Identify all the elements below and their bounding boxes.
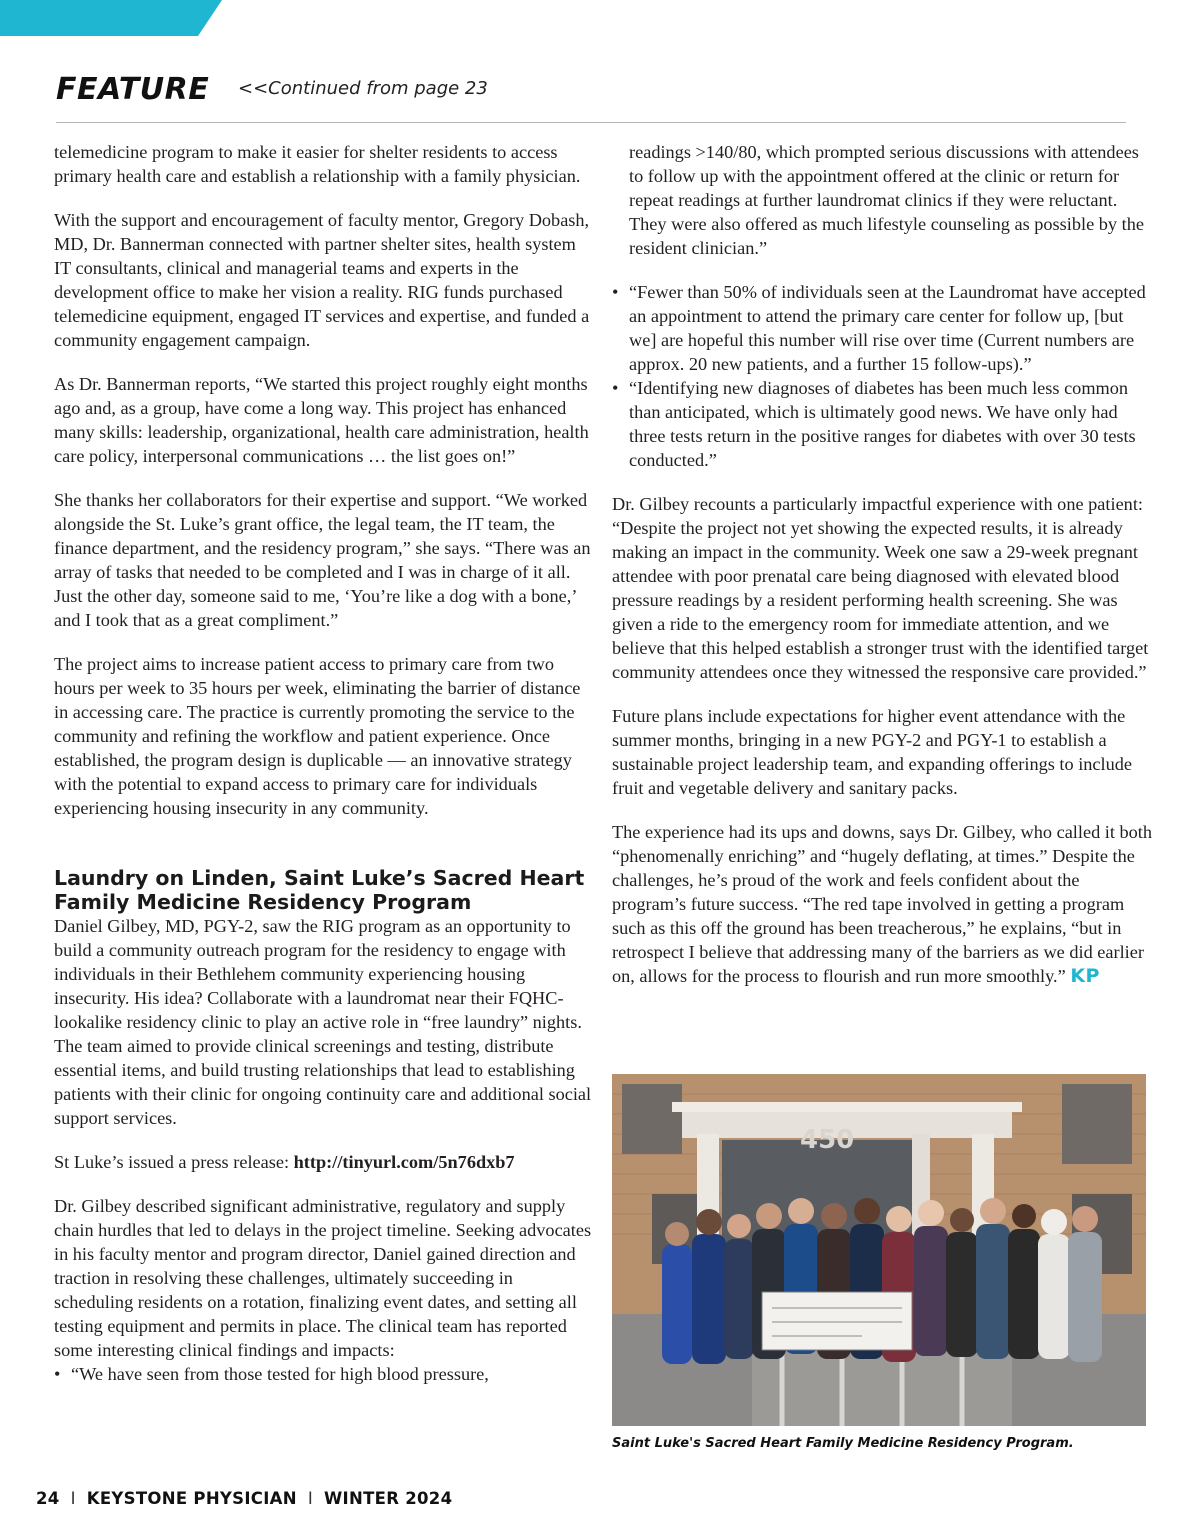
footer-separator: I [307, 1489, 314, 1508]
paragraph: Daniel Gilbey, MD, PGY-2, saw the RIG program as an opportunity to build a community outreach program for the residency to engage with individuals in their Bethlehem community experiencing housing insecurity. His idea? Collaborate with a laundromat near their FQHC-lookalike residency clinic to play an active role in “free laundry” nights. The team aimed to provide clinical screenings and testing, distribute essential items, and build trusting relationships that lead to establishing patients with their clinic for ongoing continuity care and additional social support services. [54, 916, 592, 1128]
right-column [612, 140, 1154, 1008]
bullet-continuation: readings >140/80, which prompted serious discussions with attendees to follow up with the appointment offered at the clinic or return for repeat readings at further laundromat clinics if they were reluctant. They were also offered as much lifestyle counseling as possible by the resident clinician.” [629, 142, 1144, 258]
page-header [56, 72, 1126, 122]
bullet-glyph: • [54, 1364, 61, 1384]
left-column [54, 140, 592, 1386]
paragraph [612, 820, 1154, 988]
issue-label: WINTER 2024 [324, 1489, 453, 1508]
page-number: 24 [36, 1489, 60, 1508]
header-divider [56, 122, 1126, 123]
section-label: FEATURE [56, 72, 210, 107]
paragraph: Dr. Gilbey described significant administrative, regulatory and supply chain hurdles that led to delays in the project timeline. Seeking advocates in his faculty mentor and program director, Daniel gained direction and traction in resolving these challenges, ultimately succeeding in scheduling residents on a rotation, finalizing event dates, and setting all testing equipment and permits in place. The clinical team has reported some interesting clinical findings and impacts: [54, 1196, 592, 1360]
press-release-label: St Luke’s issued a press release: [54, 1152, 294, 1172]
paragraph: She thanks her collaborators for their expertise and support. “We worked alongside the St. Luke’s grant office, the legal team, the IT team, the finance department, and the residency program,” she says. “There was an array of tasks that needed to be completed and I was in charge of it all. Just the other day, someone said to me, ‘You’re like a dog with a bone,’ and I took that as a great compliment.” [54, 490, 591, 630]
footer-separator: I [70, 1489, 76, 1508]
page-footer [36, 1489, 452, 1508]
bullet-glyph: • [612, 282, 619, 302]
press-release-link[interactable]: http://tinyurl.com/5n76dxb7 [293, 1152, 515, 1172]
bullet-text: “We have seen from those tested for high blood pressure, [71, 1364, 489, 1384]
findings-list-continued [612, 140, 1154, 472]
paragraph: The project aims to increase patient access to primary care from two hours per week to 35 hours per week, eliminating the barrier of distance in accessing care. The practice is currently promoting the service to the community and refining the workflow and patient experience. Once established, the program design is duplicable — an innovative strategy with the potential to expand access to primary care for individuals experiencing housing insecurity in any community. [54, 654, 581, 818]
paragraph: telemedicine program to make it easier for shelter residents to access primary health care and establish a relationship with a family physician. [54, 142, 581, 186]
section-subheading: Laundry on Linden, Saint Luke’s Sacred Heart Family Medicine Residency Program [54, 866, 585, 914]
corner-accent-tab [0, 0, 222, 36]
author-signoff: KP [1070, 965, 1100, 987]
paragraph: Future plans include expectations for higher event attendance with the summer months, bringing in a new PGY-2 and PGY-1 to establish a sustainable project leadership team, and expanding offerings to include fruit and vegetable delivery and sanitary packs. [612, 706, 1133, 798]
bullet-glyph: • [612, 378, 619, 398]
paragraph: Dr. Gilbey recounts a particularly impactful experience with one patient: “Despite the project not yet showing the expected results, it is already making an impact in the community. Week one saw a 29-week pregnant attendee with poor prenatal care being diagnosed with elevated blood pressure readings by a resident performing health screening. She was given a ride to the emergency room for immediate attention, and we believe that this helped establish a stronger trust with the identified target community attendees once they witnessed the responsive care provided.” [612, 494, 1149, 682]
findings-list [54, 1362, 592, 1386]
list-item [612, 280, 1154, 376]
findings-list [612, 280, 1154, 472]
photo-caption: Saint Luke's Sacred Heart Family Medicine Residency Program. [612, 1436, 1074, 1451]
group-photo [612, 1074, 1146, 1426]
bullet-text: “Identifying new diagnoses of diabetes has been much less common than anticipated, which is ultimately good news. We have only had three tests return in the positive ranges for diabetes with over 30 tests conducted.” [629, 378, 1136, 470]
list-item [612, 376, 1154, 472]
press-release-line [54, 1150, 592, 1174]
bullet-text: “Fewer than 50% of individuals seen at the Laundromat have accepted an appointment to attend the primary care center for follow up, [but we] are hopeful this number will rise over time (Current numbers are approx. 20 new patients, and a further 15 follow-ups).” [629, 282, 1146, 374]
continued-from-note: <<Continued from page 23 [238, 78, 488, 99]
magazine-name: KEYSTONE PHYSICIAN [86, 1489, 297, 1508]
list-item [54, 1362, 592, 1386]
paragraph: As Dr. Bannerman reports, “We started this project roughly eight months ago and, as a group, have come a long way. This project has enhanced many skills: leadership, organizational, health care administration, health care policy, interpersonal communications … the list goes on!” [54, 374, 589, 466]
paragraph-text: The experience had its ups and downs, says Dr. Gilbey, who called it both “phenomenally enriching” and “hugely deflating, at times.” Despite the challenges, he’s proud of the work and feels confident about the program’s future success. “The red tape involved in getting a program such as this off the ground has been treacherous,” he explains, “but in retrospect I believe that addressing many of the barriers as we did earlier on, allows for the process to flourish and run more smoothly.” [612, 822, 1153, 986]
paragraph: With the support and encouragement of faculty mentor, Gregory Dobash, MD, Dr. Bannerman connected with partner shelter sites, health system IT consultants, clinical and managerial teams and experts in the development office to make her vision a reality. RIG funds purchased telemedicine equipment, engaged IT services and expertise, and funded a community engagement campaign. [54, 210, 590, 350]
building-number: 450 [800, 1125, 855, 1155]
